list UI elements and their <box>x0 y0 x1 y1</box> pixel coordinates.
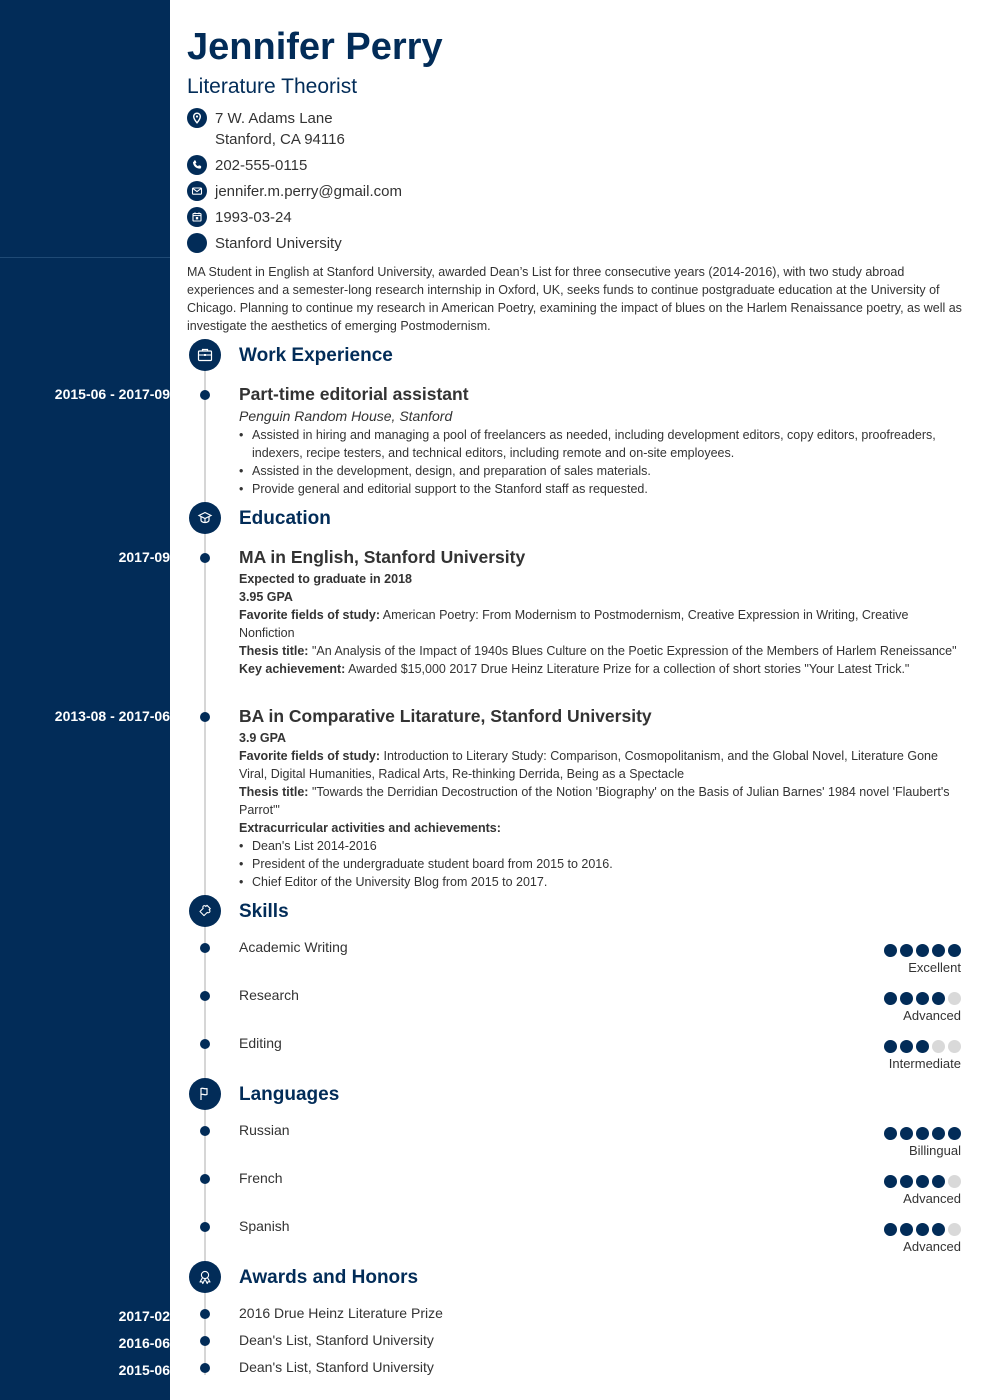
skill-rating <box>884 944 961 975</box>
address-line1: 7 W. Adams Lane <box>215 110 333 127</box>
timeline-dot <box>200 1363 210 1373</box>
birthdate: 1993-03-24 <box>215 209 292 226</box>
thesis-value: "An Analysis of the Impact of 1940s Blues Culture on the Poetic Expression of the Members of Harlem Reneissance" <box>311 644 957 658</box>
language-level: Advanced <box>903 1191 961 1206</box>
extracurricular-list <box>239 837 961 891</box>
award-date: 2015-06 <box>118 1362 170 1378</box>
company: Penguin Random House, Stanford <box>239 408 453 424</box>
candidate-title: Literature Theorist <box>187 75 358 98</box>
section-title-languages: Languages <box>239 1084 340 1105</box>
envelope-icon <box>187 181 207 201</box>
section-title-awards: Awards and Honors <box>239 1267 419 1288</box>
rating-dots <box>884 1040 961 1053</box>
fields-value: American Poetry: From Modernism to Postmodernism, Creative Expression in Writing, Creative Nonfiction <box>239 608 909 640</box>
phone-icon <box>187 155 207 175</box>
flag-icon <box>189 1078 221 1110</box>
language-rating <box>884 1223 961 1254</box>
contact-email <box>187 181 402 202</box>
contact-address <box>187 108 345 150</box>
gpa: 3.95 GPA <box>239 590 293 604</box>
job-bullets <box>239 426 961 498</box>
degree-details <box>239 570 961 678</box>
award-date: 2016-06 <box>118 1335 170 1351</box>
phone-number[interactable]: 202-555-0115 <box>215 157 308 174</box>
language-name: French <box>239 1170 283 1186</box>
fields-label: Favorite fields of study: <box>239 608 380 622</box>
work-date: 2015-06 - 2017-09 <box>54 386 170 402</box>
skill-level: Intermediate <box>888 1056 961 1071</box>
timeline-dot <box>200 712 210 722</box>
timeline-dot <box>200 390 210 400</box>
achievement-label: Key achievement: <box>239 662 346 676</box>
skill-level: Advanced <box>903 1008 961 1023</box>
timeline-dot <box>200 991 210 1001</box>
calendar-icon <box>187 207 207 227</box>
language-rating <box>884 1175 961 1206</box>
timeline-dot <box>200 1126 210 1136</box>
skill-level: Excellent <box>908 960 961 975</box>
skill-rating <box>884 1040 961 1071</box>
rating-dots <box>884 1223 961 1236</box>
timeline-dot <box>200 1336 210 1346</box>
rating-dots <box>884 1175 961 1188</box>
language-name: Russian <box>239 1122 290 1138</box>
candidate-name: Jennifer Perry <box>187 26 443 68</box>
rating-dots <box>884 1127 961 1140</box>
degree-title: MA in English, Stanford University <box>239 547 526 567</box>
thesis-label: Thesis title: <box>239 644 309 658</box>
education-date: 2013-08 - 2017-06 <box>54 708 170 724</box>
language-level: Advanced <box>903 1239 961 1254</box>
sidebar <box>0 0 170 1400</box>
language-name: Spanish <box>239 1218 290 1234</box>
language-rating <box>884 1127 961 1158</box>
skill-name: Research <box>239 987 299 1003</box>
timeline-dot <box>200 1222 210 1232</box>
skill-name: Editing <box>239 1035 282 1051</box>
skill-rating <box>884 992 961 1023</box>
fields-label: Favorite fields of study: <box>239 749 380 763</box>
timeline-line <box>204 515 206 898</box>
thesis-value: "Towards the Derridian Decostruction of the Notion 'Biography' on the Basis of Julian Barnes' 1984 novel 'Flaubert's Parrot'" <box>239 785 950 817</box>
timeline-dot <box>200 1309 210 1319</box>
puzzle-piece-icon <box>189 895 221 927</box>
degree-details <box>239 729 961 891</box>
sidebar-divider <box>0 257 170 258</box>
award-ribbon-icon <box>189 1261 221 1293</box>
award-name: Dean's List, Stanford University <box>239 1359 434 1375</box>
skill-name: Academic Writing <box>239 939 348 955</box>
award-name: Dean's List, Stanford University <box>239 1332 434 1348</box>
list-item: • Chief Editor of the University Blog from 2015 to 2017. <box>239 873 961 891</box>
rating-dots <box>884 992 961 1005</box>
briefcase-icon <box>189 339 221 371</box>
contact-phone <box>187 155 307 176</box>
gpa: 3.9 GPA <box>239 731 287 745</box>
list-item: • Assisted in hiring and managing a pool of freelancers as needed, including development editors, copy editors, proofreaders, indexers, recipe testers, and technical editors, including remote and on-site employees. <box>239 426 961 462</box>
graduation-cap-icon <box>189 502 221 534</box>
list-item: • Dean's List 2014-2016 <box>239 837 961 855</box>
email-address[interactable]: jennifer.m.perry@gmail.com <box>215 183 402 200</box>
timeline-line <box>204 352 206 504</box>
section-title-skills: Skills <box>239 901 289 922</box>
achievement-value: Awarded $15,000 2017 Drue Heinz Literature Prize for a collection of short stories "Your Latest Trick." <box>348 662 910 676</box>
job-title: Part-time editorial assistant <box>239 384 469 404</box>
graduation-note: Expected to graduate in 2018 <box>239 572 412 586</box>
timeline-dot <box>200 553 210 563</box>
list-item: • Assisted in the development, design, and preparation of sales materials. <box>239 462 961 480</box>
language-level: Billingual <box>908 1143 961 1158</box>
fields-value: Introduction to Literary Study: Comparison, Cosmopolitanism, and the Global Novel, Literature Gone Viral, Digital Humanities, Radical Arts, Re-thinking Derrida, Being as a Spectacle <box>239 749 938 781</box>
other-info: Stanford University <box>215 235 342 252</box>
section-title-work-experience: Work Experience <box>239 345 393 366</box>
timeline-dot <box>200 1174 210 1184</box>
extracurricular-label: Extracurricular activities and achievements: <box>239 821 501 835</box>
list-item: • President of the undergraduate student board from 2015 to 2016. <box>239 855 961 873</box>
section-title-education: Education <box>239 508 331 529</box>
award-name: 2016 Drue Heinz Literature Prize <box>239 1305 443 1321</box>
rating-dots <box>884 944 961 957</box>
summary: MA Student in English at Stanford University, awarded Dean’s List for three consecutive years (2014-2016), with two study abroad experiences and a semester-long research internship in Oxford, UK, seeks funds to continue postgraduate education at the University of Chicago. Planning to continue my research in American Poetry, examining the impact of blues on the Harlem Renaissance poetry, as well as investigate the aesthetics of emerging Postmodernism. <box>187 265 962 333</box>
thesis-label: Thesis title: <box>239 785 309 799</box>
contact-other <box>187 233 342 254</box>
award-date: 2017-02 <box>118 1308 170 1324</box>
circle-icon <box>187 233 207 253</box>
timeline-dot <box>200 943 210 953</box>
education-date: 2017-09 <box>118 549 170 565</box>
contact-birthdate <box>187 207 292 228</box>
degree-title: BA in Comparative Litarature, Stanford University <box>239 706 652 726</box>
address-line2: Stanford, CA 94116 <box>215 131 345 148</box>
location-pin-icon <box>187 108 207 128</box>
list-item: • Provide general and editorial support to the Stanford staff as requested. <box>239 480 961 498</box>
timeline-dot <box>200 1039 210 1049</box>
